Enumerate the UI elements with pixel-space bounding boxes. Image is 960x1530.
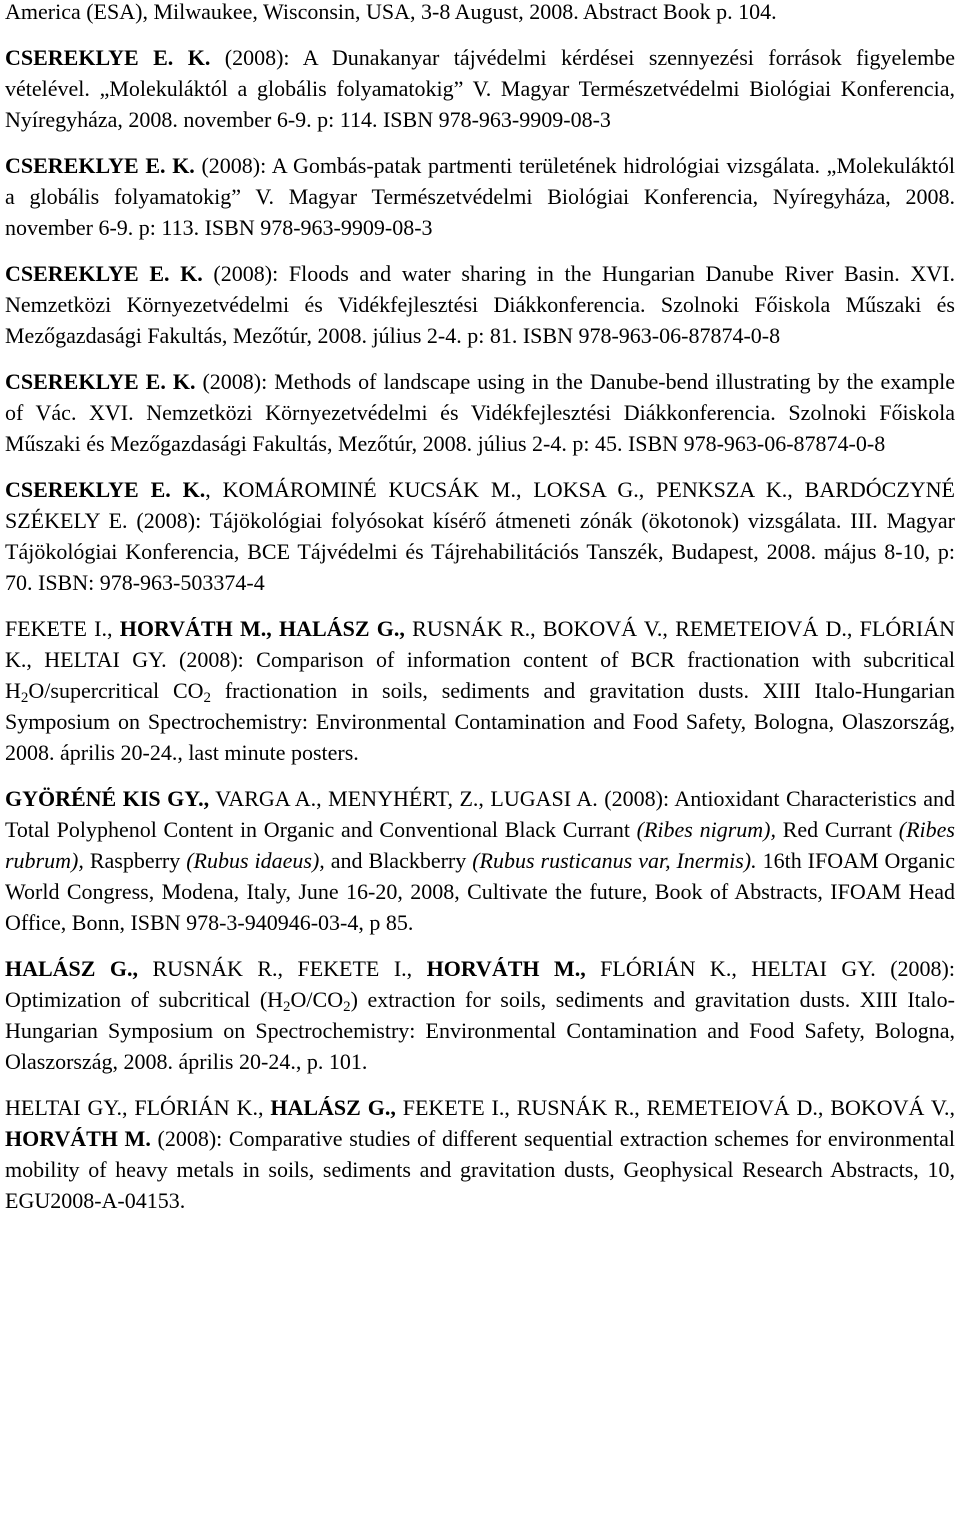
subscript: 2 <box>343 999 351 1015</box>
reference-text: (2008): Comparative studies of different sequential extraction schemes for environmental mobility of heavy metals in soils, sediments and gravitation dusts, Geophysical Research Abstracts, 10, EGU2008-A-04153. <box>5 1126 955 1213</box>
reference-entry <box>5 150 955 243</box>
subscript: 2 <box>20 690 29 706</box>
reference-text: O/CO <box>290 987 344 1012</box>
reference-entry <box>5 783 955 938</box>
reference-entry <box>5 42 955 135</box>
reference-author: CSEREKLYE E. K. <box>5 477 206 502</box>
reference-author: HORVÁTH M., HALÁSZ G., <box>119 616 405 641</box>
reference-entry <box>5 474 955 598</box>
species-name: (Ribes rubrum), <box>5 817 955 873</box>
reference-text: fractionation in soils, sediments and gravitation dusts. XIII Italo-Hungarian Symposium on Spectrochemistry: Environmental Contamination and Food Safety, Bologna, Olaszország, 2008. április 20-24., last minute posters. <box>5 678 955 765</box>
reference-text: (2008): Methods of landscape using in the Danube-bend illustrating by the example of Vác. XVI. Nemzetközi Környezetvédelmi és Vidékfejlesztési Diákkonferencia. Szolnoki Főiskola Műszaki és Mezőgazdasági Fakultás, Mezőtúr, 2008. július 2-4. p: 45. ISBN 978-963-06-87874-0-8 <box>5 369 955 456</box>
species-name: (Ribes nigrum), <box>636 817 776 842</box>
reference-text: FEKETE I., RUSNÁK R., REMETEIOVÁ D., BOKOVÁ V., <box>395 1095 955 1120</box>
reference-entry <box>5 366 955 459</box>
reference-author: CSEREKLYE E. K. <box>5 369 196 394</box>
reference-author: HALÁSZ G., <box>270 1095 396 1120</box>
reference-text: 16th IFOAM Organic World Congress, Modena, Italy, June 16-20, 2008, Cultivate the future, Book of Abstracts, IFOAM Head Office, Bonn, ISBN 978-3-940946-03-4, p 85. <box>5 848 956 935</box>
reference-author: HORVÁTH M. <box>5 1126 151 1151</box>
reference-text: Raspberry <box>83 848 187 873</box>
reference-author: HORVÁTH M., <box>426 956 586 981</box>
reference-text: (2008): Floods and water sharing in the Hungarian Danube River Basin. XVI. Nemzetközi Környezetvédelmi és Vidékfejlesztési Diákkonferencia. Szolnoki Főiskola Műszaki és Mezőgazdasági Fakultás, Mezőtúr, 2008. július 2-4. p: 81. ISBN 978-963-06-87874-0-8 <box>5 261 955 348</box>
reference-text: O/supercritical CO <box>28 678 204 703</box>
reference-text: RUSNÁK R., FEKETE I., <box>138 956 427 981</box>
reference-text: HELTAI GY., FLÓRIÁN K., <box>5 1095 271 1120</box>
reference-text: ) extraction for soils, sediments and gravitation dusts. XIII Italo-Hungarian Symposium on Spectrochemistry: Environmental Contamination and Food Safety, Bologna, Olaszország, 2008. április 20-24., p. 101. <box>5 987 955 1074</box>
subscript: 2 <box>203 690 212 706</box>
reference-text: Red Currant <box>775 817 899 842</box>
reference-text: RUSNÁK R., BOKOVÁ V., REMETEIOVÁ D., FLÓRIÁN K., HELTAI GY. (2008): Comparison of information content of BCR fractionation with subcritical H <box>5 616 955 703</box>
reference-author: CSEREKLYE E. K. <box>5 45 211 70</box>
reference-entry <box>5 258 955 351</box>
reference-text: , KOMÁROMINÉ KUCSÁK M., LOKSA G., PENKSZA K., BARDÓCZYNÉ SZÉKELY E. (2008): Tájökológiai folyósokat kísérő átmeneti zónák (ökotonok) vizsgálata. III. Magyar Tájökológiai Konferencia, BCE Tájvédelmi és Tájrehabilitációs Tanszék, Budapest, 2008. május 8-10, p: 70. ISBN: 978-963-503374-4 <box>5 477 955 595</box>
reference-author: GYÖRÉNÉ KIS GY., <box>5 786 210 811</box>
reference-author: HALÁSZ G., <box>5 956 139 981</box>
reference-entry <box>5 0 955 27</box>
reference-text: and Blackberry <box>324 848 473 873</box>
reference-text: America (ESA), Milwaukee, Wisconsin, USA, 3-8 August, 2008. Abstract Book p. 104. <box>5 0 777 24</box>
species-name: (Rubus idaeus), <box>186 848 325 873</box>
reference-author: CSEREKLYE E. K. <box>5 261 203 286</box>
species-name: (Rubus rusticanus var, Inermis). <box>472 848 757 873</box>
reference-text: FEKETE I., <box>5 616 120 641</box>
reference-text: FLÓRIÁN K., HELTAI GY. (2008): Optimization of subcritical (H <box>5 956 955 1012</box>
reference-text: (2008): A Dunakanyar tájvédelmi kérdései szennyezési források figyelembe vételével. „Molekuláktól a globális folyamatokig” V. Magyar Természetvédelmi Biológiai Konferencia, Nyíregyháza, 2008. november 6-9. p: 114. ISBN 978-963-9909-08-3 <box>5 45 955 132</box>
reference-text: VARGA A., MENYHÉRT, Z., LUGASI A. (2008): Antioxidant Characteristics and Total Polyphenol Content in Organic and Conventional Black Currant <box>5 786 956 842</box>
reference-text: (2008): A Gombás-patak partmenti területének hidrológiai vizsgálata. „Molekuláktól a globális folyamatokig” V. Magyar Természetvédelmi Biológiai Konferencia, Nyíregyháza, 2008. november 6-9. p: 113. ISBN 978-963-9909-08-3 <box>5 153 955 240</box>
reference-author: CSEREKLYE E. K. <box>5 153 195 178</box>
subscript: 2 <box>283 999 291 1015</box>
reference-entry <box>5 953 955 1077</box>
reference-entry <box>5 613 955 768</box>
reference-entry <box>5 1092 955 1216</box>
